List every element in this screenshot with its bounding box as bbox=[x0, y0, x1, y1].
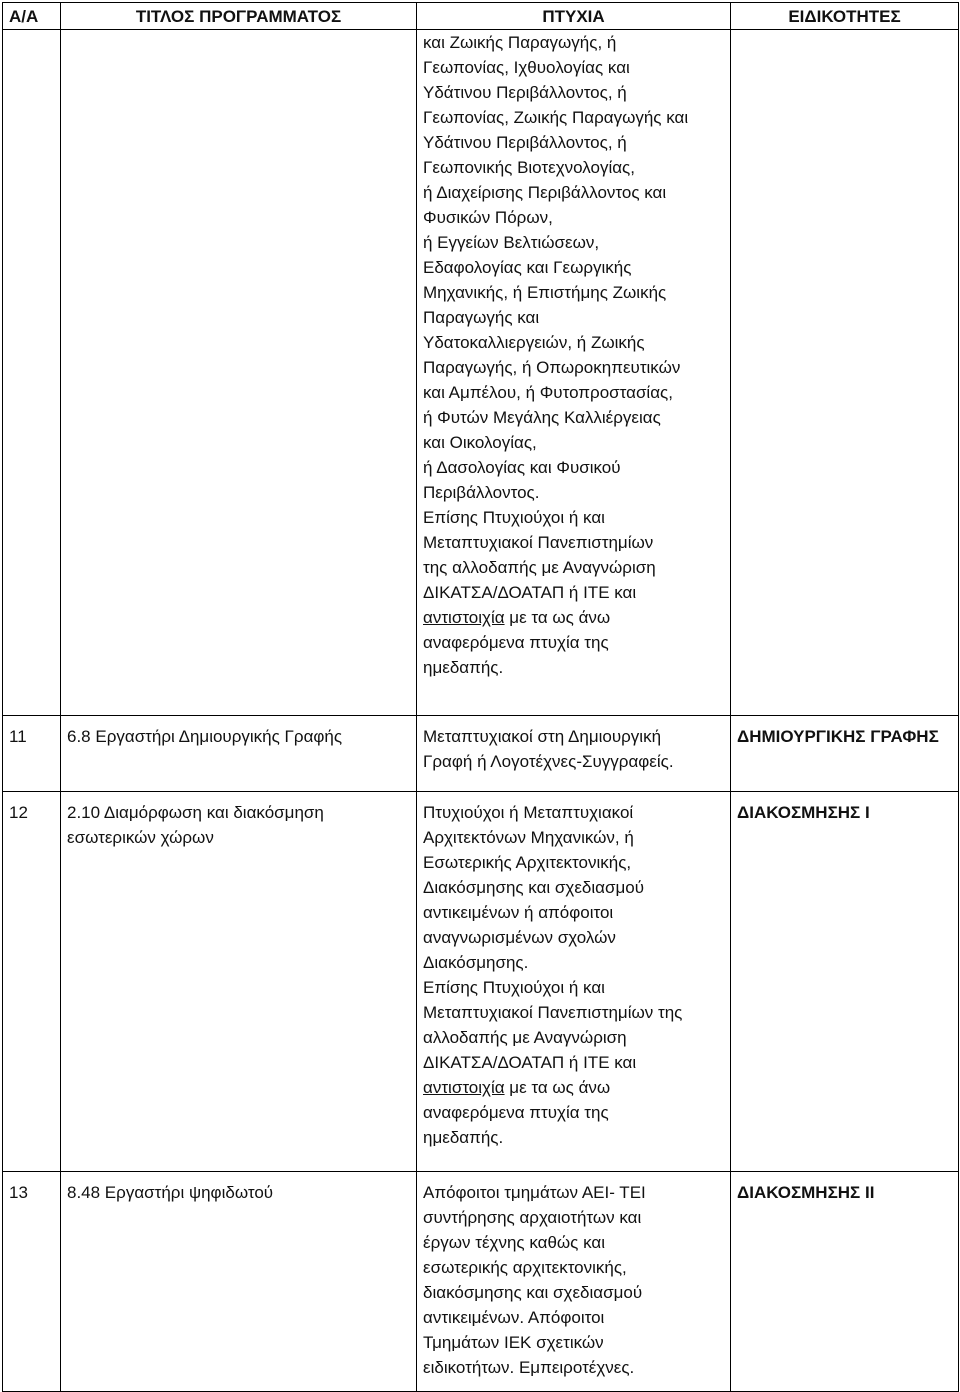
row-specialty bbox=[731, 30, 959, 716]
row-degrees bbox=[417, 792, 731, 1172]
row-degrees: Μεταπτυχιακοί στη Δημιουργική Γραφή ή Λογοτέχνες-Συγγραφείς. bbox=[417, 716, 731, 792]
degrees-text: Πτυχιούχοι ή Μεταπτυχιακοί Αρχιτεκτόνων Μηχανικών, ή Εσωτερικής Αρχιτεκτονικής, Διακόσμησης και σχεδιασμού αντικειμένων ή απόφοιτοι αναγνωρισμένων σχολών Διακόσμησης. Επίσης Πτυχιούχοι ή και Μεταπτυχιακοί Πανεπιστημίων της αλλοδαπής με Αναγνώριση ΔΙΚΑΤΣΑ/ΔΟΑΤΑΠ ή ΙΤΕ και bbox=[423, 803, 683, 1072]
degrees-tail: με τα ως άνω αναφερόμενα πτυχία της ημεδαπής. bbox=[423, 1078, 611, 1147]
table-row bbox=[3, 30, 959, 716]
table-row bbox=[3, 716, 959, 792]
row-no: 13 bbox=[3, 1172, 61, 1392]
row-no: 12 bbox=[3, 792, 61, 1172]
degrees-underlined: αντιστοιχία bbox=[423, 1078, 505, 1097]
row-title bbox=[61, 30, 417, 716]
degrees-tail: με τα ως άνω αναφερόμενα πτυχία της ημεδαπής. bbox=[423, 608, 611, 677]
row-specialty: ΔΙΑΚΟΣΜΗΣΗΣ ΙΙ bbox=[731, 1172, 959, 1392]
header-title: ΤΙΤΛΟΣ ΠΡΟΓΡΑΜΜΑΤΟΣ bbox=[61, 3, 417, 30]
header-degrees: ΠΤΥΧΙΑ bbox=[417, 3, 731, 30]
row-degrees bbox=[417, 30, 731, 716]
degrees-underlined: αντιστοιχία bbox=[423, 608, 505, 627]
row-title: 6.8 Εργαστήρι Δημιουργικής Γραφής bbox=[61, 716, 417, 792]
header-no: Α/Α bbox=[3, 3, 61, 30]
programs-table bbox=[2, 2, 959, 1392]
header-specialties: ΕΙΔΙΚΟΤΗΤΕΣ bbox=[731, 3, 959, 30]
table-row bbox=[3, 792, 959, 1172]
row-degrees: Απόφοιτοι τμημάτων ΑΕΙ- ΤΕΙ συντήρησης αρχαιοτήτων και έργων τέχνης καθώς και εσωτερικής αρχιτεκτονικής, διακόσμησης και σχεδιασμού αντικειμένων. Απόφοιτοι Τμημάτων ΙΕΚ σχετικών ειδικοτήτων. Εμπειροτέχνες. bbox=[417, 1172, 731, 1392]
row-specialty: ΔΙΑΚΟΣΜΗΣΗΣ Ι bbox=[731, 792, 959, 1172]
degrees-text: και Ζωικής Παραγωγής, ή Γεωπονίας, Ιχθυολογίας και Υδάτινου Περιβάλλοντος, ή Γεωπονίας, Ζωικής Παραγωγής και Υδάτινου Περιβάλλοντος, ή Γεωπονικής Βιοτεχνολογίας, ή Διαχείρισης Περιβάλλοντος και Φυσικών Πόρων, ή Εγγείων Βελτιώσεων, Εδαφολογίας και Γεωργικής Μηχανικής, ή Επιστήμης Ζωικής Παραγωγής και Υδατοκαλλιεργειών, ή Ζωικής Παραγωγής, ή Οπωροκηπευτικών και Αμπέλου, ή Φυτοπροστασίας, ή Φυτών Μεγάλης Καλλιέργειας και Οικολογίας, ή Δασολογίας και Φυσικού Περιβάλλοντος. Επίσης Πτυχιούχοι ή και Μεταπτυχιακοί Πανεπιστημίων της αλλοδαπής με Αναγνώριση ΔΙΚΑΤΣΑ/ΔΟΑΤΑΠ ή ΙΤΕ και bbox=[423, 33, 689, 602]
table-row bbox=[3, 1172, 959, 1392]
row-no: 11 bbox=[3, 716, 61, 792]
row-specialty: ΔΗΜΙΟΥΡΓΙΚΗΣ ΓΡΑΦΗΣ bbox=[731, 716, 959, 792]
table-header-row bbox=[3, 3, 959, 30]
row-no bbox=[3, 30, 61, 716]
row-title: 8.48 Εργαστήρι ψηφιδωτού bbox=[61, 1172, 417, 1392]
row-title: 2.10 Διαμόρφωση και διακόσμηση εσωτερικών χώρων bbox=[61, 792, 417, 1172]
